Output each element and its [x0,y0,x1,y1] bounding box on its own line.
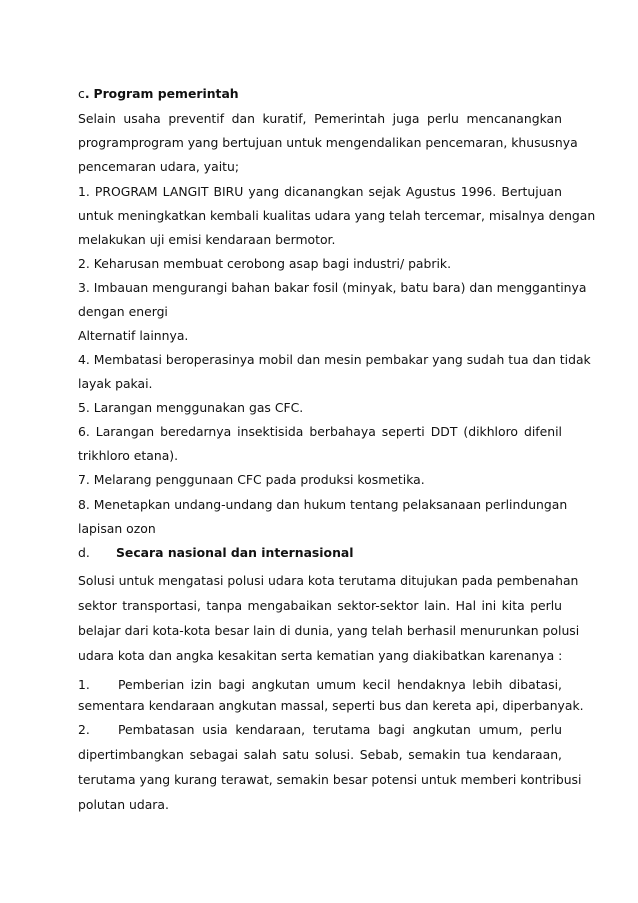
section-c-punct: . [84,86,90,101]
section-c-letter: c [78,86,85,101]
list-item-line: 3. Imbauan mengurangi bahan bakar fosil (minyak, batu bara) dan menggantinya [78,280,587,295]
list-item-line: dengan energi [78,304,168,319]
list-item-line: untuk meningkatkan kembali kualitas udara yang telah tercemar, misalnya dengan [78,208,596,223]
list-item-line: layak pakai. [78,376,153,391]
section-c-title: Program pemerintah [93,86,239,101]
list-item-line: melakukan uji emisi kendaraan bermotor. [78,232,336,247]
section-c-intro-line: pencemaran udara, yaitu; [78,159,240,174]
list-item-line: 5. Larangan menggunakan gas CFC. [78,400,304,415]
section-d-intro-line: Solusi untuk mengatasi polusi udara kota terutama ditujukan pada pembenahan [78,573,579,588]
section-c-heading [78,86,562,102]
section-d-letter: d. [78,545,90,560]
section-c-intro-line: Selain usaha preventif dan kuratif, Pemerintah juga perlu mencanangkan [78,111,562,126]
list-item-line: trikhloro etana). [78,448,179,463]
section-c-intro-line: programprogram yang bertujuan untuk mengendalikan pencemaran, khususnya [78,135,578,150]
section-d-intro-line: udara kota dan angka kesakitan serta kematian yang diakibatkan karenanya : [78,648,563,663]
list-item-line: 4. Membatasi beroperasinya mobil dan mesin pembakar yang sudah tua dan tidak [78,352,591,367]
list-item-line: Alternatif lainnya. [78,328,189,343]
list-item-line: 8. Menetapkan undang-undang dan hukum tentang pelaksanaan perlindungan [78,497,568,512]
list-item-line: 6. Larangan beredarnya insektisida berbahaya seperti DDT (dikhloro difenil [78,424,562,439]
item-number: 2. [78,722,90,737]
list-item-line: polutan udara. [78,797,169,812]
list-item-line: 2. Keharusan membuat cerobong asap bagi industri/ pabrik. [78,256,452,271]
item-number: 1. [78,677,90,692]
section-d-intro-line: sektor transportasi, tanpa mengabaikan sektor-sektor lain. Hal ini kita perlu [78,598,562,613]
section-d-title: Secara nasional dan internasional [116,545,354,560]
section-d-intro-line: belajar dari kota-kota besar lain di dunia, yang telah berhasil menurunkan polusi [78,623,580,638]
list-item-line: lapisan ozon [78,521,156,536]
list-item-line: 1. PROGRAM LANGIT BIRU yang dicanangkan sejak Agustus 1996. Bertujuan [78,184,562,199]
list-item-line: Pembatasan usia kendaraan, terutama bagi angkutan umum, perlu [118,722,562,737]
list-item-line: sementara kendaraan angkutan massal, seperti bus dan kereta api, diperbanyak. [78,698,584,713]
list-item-line: 7. Melarang penggunaan CFC pada produksi kosmetika. [78,472,425,487]
list-item-line: Pemberian izin bagi angkutan umum kecil hendaknya lebih dibatasi, [118,677,562,692]
list-item-line: terutama yang kurang terawat, semakin besar potensi untuk memberi kontribusi [78,772,582,787]
list-item-line: dipertimbangkan sebagai salah satu solusi. Sebab, semakin tua kendaraan, [78,747,562,762]
